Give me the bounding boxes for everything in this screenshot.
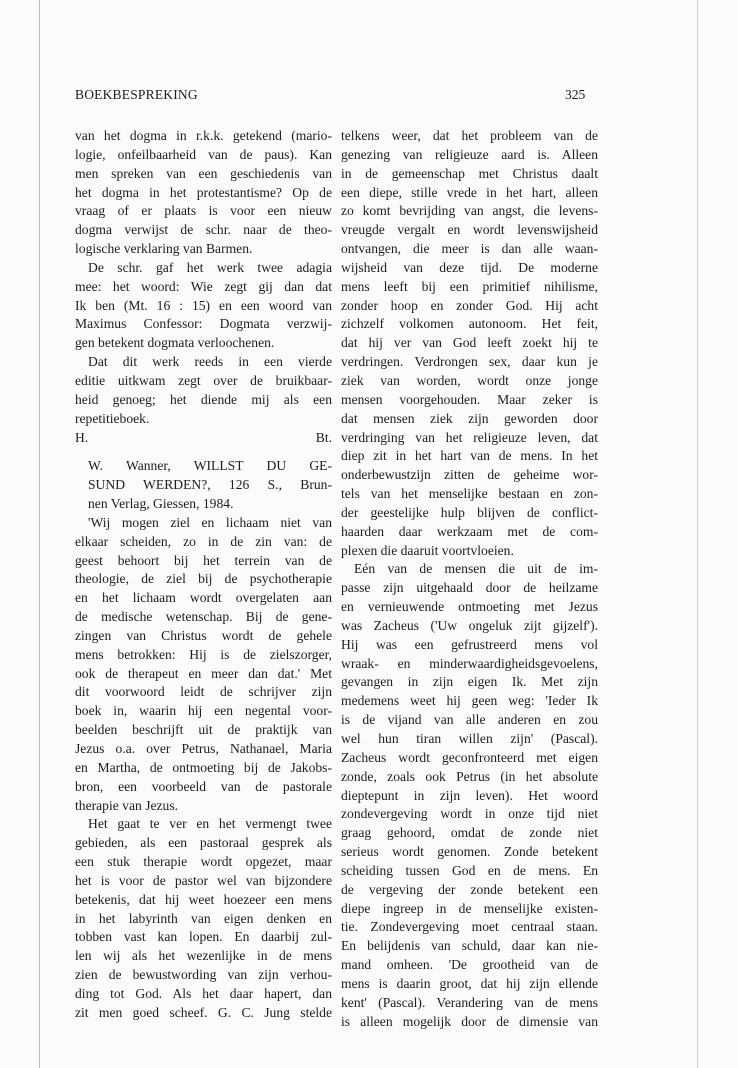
text-line: mensen voorgehouden. Maar zeker is	[341, 391, 598, 407]
text-line: editie uitkwam zegt over de bruikbaar-	[75, 372, 332, 388]
text-line: Zacheus wordt geconfronteerd met eigen	[341, 749, 598, 765]
text-line: het dogma in het protestantisme? Op de	[75, 184, 332, 200]
text-line: bron, een voorbeeld van de pastorale	[75, 778, 332, 794]
text-line: zichzelf volkomen autonoom. Het feit,	[341, 316, 598, 332]
text-line: een stuk therapie wordt opgezet, maar	[75, 854, 332, 870]
text-line: de vergeving der zonde betekent een	[341, 881, 598, 897]
text-line: was Zacheus ('Uw ongeluk zijt gijzelf').	[341, 617, 598, 633]
text-line: De schr. gaf het werk twee adagia	[88, 259, 332, 275]
text-line: gen betekent dogmata verloochenen.	[75, 335, 275, 351]
reference-line: nen Verlag, Giessen, 1984.	[88, 496, 234, 512]
text-line: elkaar scheiden, zo in de zin van: de	[75, 533, 332, 549]
text-line: zonde, zoals ook Petrus (in het absolute	[341, 768, 598, 784]
reference-line: W. Wanner, WILLST DU GE-	[88, 458, 332, 474]
text-line: verdringing van het religieuze leven, dat	[341, 429, 598, 445]
text-line: ziek van worden, wordt onze jonge	[341, 372, 598, 388]
text-line: heid genoeg; het diende mij als een	[75, 391, 332, 407]
text-line: tels van het menselijke bestaan en zon-	[341, 486, 598, 502]
text-line: een diepe, stille vrede in het hart, alleen	[341, 184, 598, 200]
text-line: beelden beschrijft uit de praktijk van	[75, 722, 332, 738]
paragraph-editie	[75, 353, 332, 428]
text-line: mens betrokken: Hij is de zielszorger,	[75, 646, 332, 662]
text-line: tie. Zondevergeving moet centraal staan.	[341, 919, 598, 935]
text-line: dit voorwoord leidt de schrijver zijn	[75, 684, 332, 700]
text-line: zondevergeving wordt in onze tijd niet	[341, 806, 598, 822]
text-line: diep zit in het hart van de mens. In het	[341, 448, 598, 464]
text-line: mand omheen. 'De grootheid van de	[341, 957, 598, 973]
text-line: en Martha, de ontmoeting bij de Jakobs-	[75, 759, 332, 775]
text-line: gevangen in zijn eigen Ik. Met zijn	[341, 674, 598, 690]
left-page-edge	[39, 0, 40, 1068]
text-line: onderbewustzijn zitten de geheime wor-	[341, 467, 598, 483]
text-line: Eén van de mensen die uit de im-	[354, 561, 598, 577]
text-line: len wij als het wezenlijke in de mens	[75, 948, 332, 964]
text-line: logische verklaring van Barmen.	[75, 241, 253, 257]
signature-initial: H.	[75, 429, 89, 445]
text-line: gebieden, als een pastoraal gesprek als	[75, 835, 332, 851]
text-line: het is voor de pastor wel van bijzondere	[75, 872, 332, 888]
text-line: is alleen mogelijk door de dimensie van	[341, 1013, 598, 1029]
text-line: graag gehoord, omdat de zonde niet	[341, 825, 598, 841]
text-line: medemens weet hij geen weg: 'Ieder Ik	[341, 693, 598, 709]
text-line: dat hij ver van God leeft zoekt hij te	[341, 335, 598, 351]
text-line: en vernieuwende ontmoeting met Jezus	[341, 599, 598, 615]
text-line: verdringen. Verdrongen sex, daar kun je	[341, 354, 598, 370]
text-line: dogma verwijst de schr. naar de theo-	[75, 222, 332, 238]
text-line: tobben vast kan lopen. En daarbij zul-	[75, 929, 332, 945]
text-line: kent' (Pascal). Verandering van de mens	[341, 994, 598, 1010]
text-line: haarden daar werkzaam met de com-	[341, 523, 598, 539]
text-line: der geestelijke hulp blijven de conflict-	[341, 504, 598, 520]
text-line: ontvangen, die meer is dan alle waan-	[341, 241, 598, 257]
right-column	[341, 127, 598, 1032]
text-line: Hij was een gefrustreerd mens vol	[341, 636, 598, 652]
text-line: diepe ingreep in de menselijke existen-	[341, 900, 598, 916]
paragraph-quote	[75, 514, 332, 816]
left-column	[75, 127, 332, 1023]
text-line: plexen die daaruit voortvloeien.	[341, 542, 514, 558]
text-line: genezing van religieuze aard is. Alleen	[341, 146, 598, 162]
text-line: de medische wetenschap. Bij de gene-	[75, 609, 332, 625]
text-line: geest behoort bij het terrein van de	[75, 552, 332, 568]
text-line: Maximus Confessor: Dogmata verzwij-	[75, 316, 332, 332]
running-head: BOEKBESPREKING	[75, 87, 198, 102]
paragraph-dogma	[75, 127, 332, 259]
paragraph-zacheus	[341, 560, 598, 1031]
book-reference	[75, 457, 332, 514]
text-line: serieus wordt genomen. Zonde betekent	[341, 844, 598, 860]
text-line: mee: het woord: Wie zegt gij dan dat	[75, 278, 332, 294]
signature-surname: Bt.	[315, 429, 332, 445]
paragraph-genezing	[341, 127, 598, 560]
text-line: in de gemeenschap met Christus daalt	[341, 165, 598, 181]
text-line: van het dogma in r.k.k. getekend (mario-	[75, 128, 332, 143]
text-line: vreugde vergalt en wordt levenswijsheid	[341, 222, 598, 238]
reference-line: SUND WERDEN?, 126 S., Brun-	[88, 477, 332, 493]
text-line: passe zijn uitgehaald door de heilzame	[341, 580, 598, 596]
text-line: boek in, waarin hij een negental voor-	[75, 703, 332, 719]
text-line: Het gaat te ver en het vermengt twee	[88, 816, 332, 832]
text-line: wijsheid van deze tijd. De moderne	[341, 259, 598, 275]
text-line: is de vijand van alle anderen en zou	[341, 712, 598, 728]
text-line: logie, onfeilbaarheid van de paus). Kan	[75, 146, 332, 162]
text-line: scheiding tussen God en de mens. En	[341, 862, 598, 878]
text-line: Jezus o.a. over Petrus, Nathanael, Maria	[75, 741, 332, 756]
text-line: betekenis, dat hij weet hoezeer een mens	[75, 891, 332, 907]
text-line: wel hun tiran willen zijn' (Pascal).	[341, 731, 598, 746]
text-line: zien de bewustwording van zijn verhou-	[75, 967, 332, 983]
paragraph-adagia	[75, 259, 332, 353]
text-line: zingen van Christus wordt de gehele	[75, 627, 332, 643]
text-line: ook de therapeut en meer dan dat.' Met	[75, 665, 332, 681]
text-line: zit men goed scheef. G. C. Jung stelde	[75, 1004, 332, 1020]
paragraph-vermengt	[75, 815, 332, 1022]
page-number: 325	[565, 87, 586, 102]
text-line: in het labyrinth van eigen denken en	[75, 910, 332, 926]
text-line: men spreken van een geschiedenis van	[75, 165, 332, 181]
text-line: mens leeft bij een primitief nihilisme,	[341, 278, 598, 294]
reviewer-signature	[75, 429, 332, 448]
text-line: en het lichaam wordt overgelaten aan	[75, 590, 332, 606]
text-line: telkens weer, dat het probleem van de	[341, 128, 598, 143]
text-line: zonder hoop en zonder God. Hij acht	[341, 297, 598, 313]
text-line: ding tot God. Als het daar hapert, dan	[75, 985, 332, 1001]
right-page-edge	[697, 0, 698, 1068]
text-line: Dat dit werk reeds in een vierde	[88, 354, 332, 370]
text-line: dat mensen ziek zijn geworden door	[341, 410, 598, 426]
text-line: therapie van Jezus.	[75, 797, 179, 813]
text-line: theologie, de ziel bij de psychotherapie	[75, 571, 332, 587]
text-line: wraak- en minderwaardigheidsgevoelens,	[341, 655, 598, 671]
text-line: mens is daarin groot, dat hij zijn ellende	[341, 975, 598, 991]
text-line: En belijdenis van schuld, daar kan nie-	[341, 938, 598, 954]
text-line: vraag of er plaats is voor een nieuw	[75, 203, 332, 219]
text-line: Ik ben (Mt. 16 : 15) en een woord van	[75, 297, 332, 313]
text-line: 'Wij mogen ziel en lichaam niet van	[88, 514, 332, 530]
text-line: zo komt bevrijding van angst, die levens-	[341, 203, 598, 219]
text-line: repetitieboek.	[75, 410, 150, 426]
text-line: dieptepunt in zijn leven). Het woord	[341, 787, 598, 803]
